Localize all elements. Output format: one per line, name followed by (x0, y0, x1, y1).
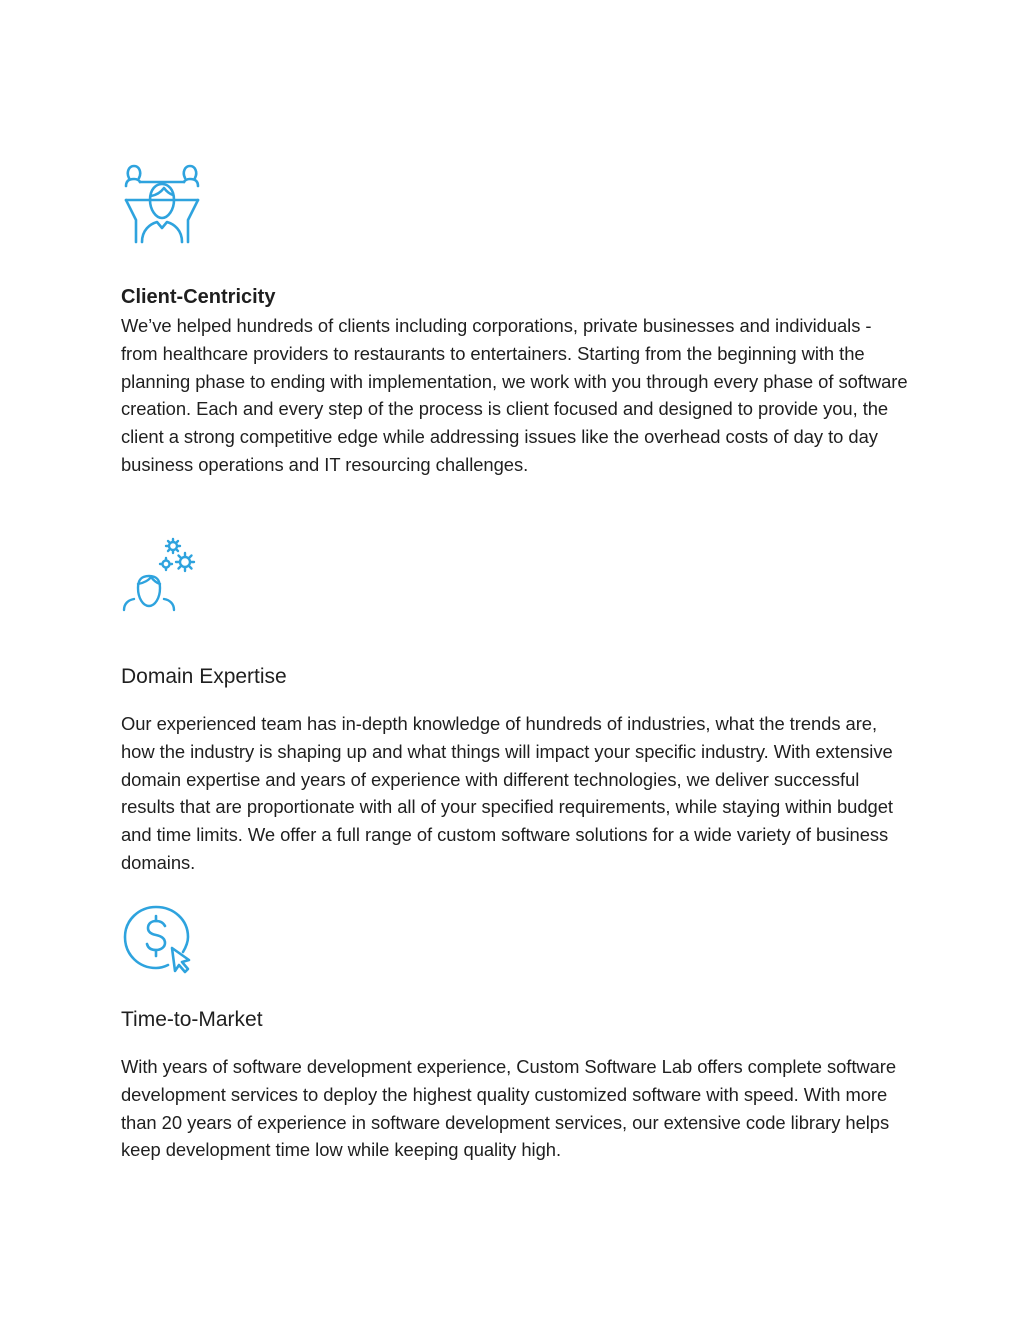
team-people-icon (121, 160, 203, 244)
person-gears-icon (121, 536, 201, 616)
section-body: We’ve helped hundreds of clients including corporations, private businesses and individuals - from healthcare providers to restaurants to entertainers. Starting from the beginning with the planning phase to ending with implementation, we work with you through every phase of software creation. Each and every step of the process is client focused and designed to provide you, the client a strong competitive edge while addressing issues like the overhead costs of day to day business operations and IT resourcing challenges. (121, 315, 908, 475)
section-body: Our experienced team has in-depth knowledge of hundreds of industries, what the trends are, how the industry is shaping up and what things will impact your specific industry. With extensive domain expertise and years of experience with different technologies, we deliver successful results that are proportionate with all of your specified requirements, while staying within budget and time limits. We offer a full range of custom software solutions for a wide variety of business domains. (121, 713, 893, 873)
dollar-cursor-icon (121, 904, 195, 978)
section-body: With years of software development experience, Custom Software Lab offers complete software development services to deploy the highest quality customized software with speed. With more than 20 years of experience in software development services, our extensive code library helps keep development time low while keeping quality high. (121, 1056, 897, 1161)
section-time-to-market (121, 904, 911, 1164)
section-title: Domain Expertise (121, 665, 287, 688)
section-title: Time-to-Market (121, 1008, 263, 1031)
section-domain-expertise (121, 536, 911, 877)
section-client-centricity (121, 160, 911, 479)
section-title: Client-Centricity (121, 286, 276, 308)
